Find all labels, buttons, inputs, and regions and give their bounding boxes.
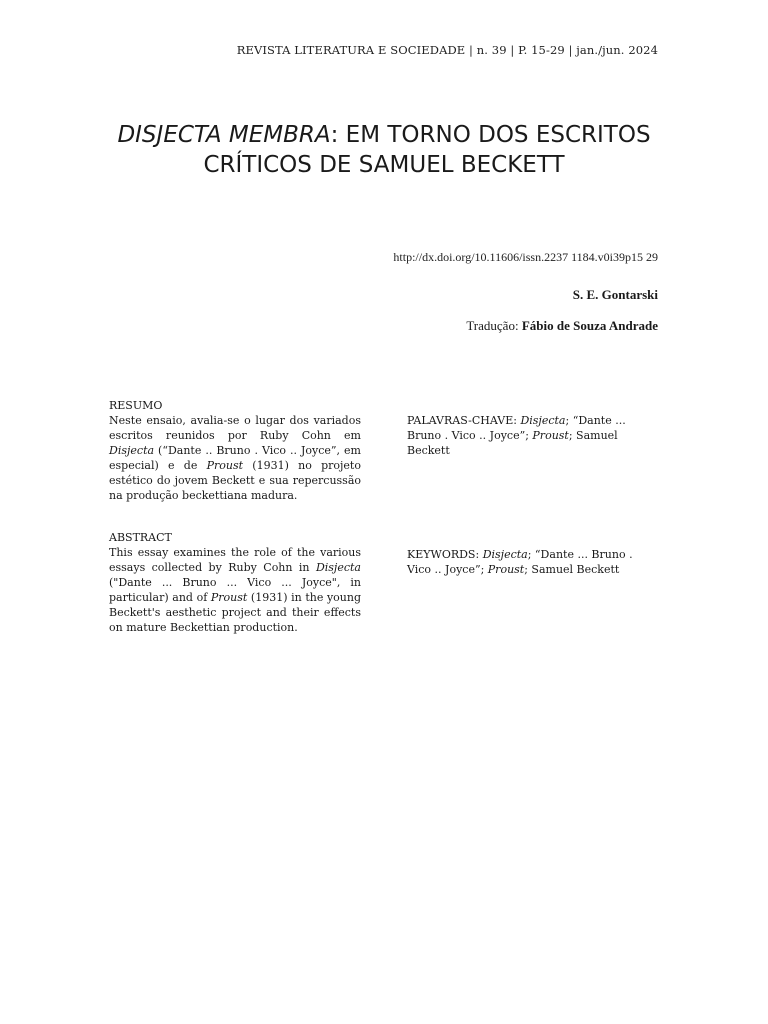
palavras-chave-section: [407, 413, 659, 458]
keywords-italic: Proust: [487, 563, 525, 576]
abstract-heading: ABSTRACT: [109, 531, 172, 544]
translation-label: Tradução:: [466, 318, 519, 333]
title-rest: : EM TORNO DOS ESCRITOS: [330, 122, 651, 148]
resumo-section: [109, 398, 361, 503]
doi-link[interactable]: http://dx.doi.org/10.11606/issn.2237 1184.v0i39p15 29: [393, 250, 658, 264]
resumo-italic-proust: Proust: [206, 459, 244, 472]
resumo-italic-disjecta: Disjecta: [109, 444, 155, 457]
resumo-text-part: Neste ensaio, avalia-se o lugar dos variados escritos reunidos por Ruby Cohn em: [109, 414, 361, 442]
abstract-text-part: This essay examines the role of the various essays collected by Ruby Cohn in: [109, 546, 361, 574]
title-line-1: [100, 120, 668, 150]
author-name: S. E. Gontarski: [572, 287, 658, 302]
article-title: [100, 120, 668, 180]
abstract-text-part: ("Dante ... Bruno ... Vico ... Joyce", in particular) and of: [109, 576, 361, 604]
resumo-heading: RESUMO: [109, 399, 163, 412]
translator-name: Fábio de Souza Andrade: [521, 318, 658, 333]
keywords-section: [407, 547, 659, 577]
journal-header: REVISTA LITERATURA E SOCIEDADE | n. 39 | P. 15-29 | jan./jun. 2024: [236, 43, 658, 57]
abstract-italic-disjecta: Disjecta: [315, 561, 361, 574]
resumo-text: [109, 413, 361, 503]
abstract-text-part: (1931) in the young Beckett's aesthetic project and their effects on mature Beckettian production.: [109, 591, 361, 634]
palavras-chave-part: ; Samuel Beckett: [407, 429, 618, 457]
abstract-italic-proust: Proust: [210, 591, 248, 604]
palavras-chave-italic: Disjecta: [520, 414, 566, 427]
palavras-chave-label: PALAVRAS-CHAVE:: [407, 414, 521, 427]
keywords-italic: Disjecta: [482, 548, 528, 561]
resumo-text-part: (1931) no projeto estético do jovem Beckett e sua repercussão na produção beckettiana madura.: [109, 459, 361, 502]
palavras-chave-italic: Proust: [532, 429, 569, 442]
palavras-chave-part: ; “Dante ... Bruno . Vico .. Joyce”;: [407, 414, 626, 442]
translation-credit: [466, 318, 658, 334]
resumo-text-part: (“Dante .. Bruno . Vico .. Joyce”, em especial) e de: [109, 444, 361, 472]
title-italic: DISJECTA MEMBRA: [117, 122, 331, 148]
abstract-text: [109, 545, 361, 635]
keywords-part: ; Samuel Beckett: [524, 563, 620, 576]
abstract-section: [109, 530, 361, 635]
keywords-part: ; “Dante ... Bruno . Vico .. Joyce”;: [407, 548, 633, 576]
keywords-text: [407, 547, 659, 577]
palavras-chave-text: [407, 413, 659, 458]
title-line-2: CRÍTICOS DE SAMUEL BECKETT: [203, 152, 565, 178]
keywords-label: KEYWORDS:: [407, 548, 483, 561]
